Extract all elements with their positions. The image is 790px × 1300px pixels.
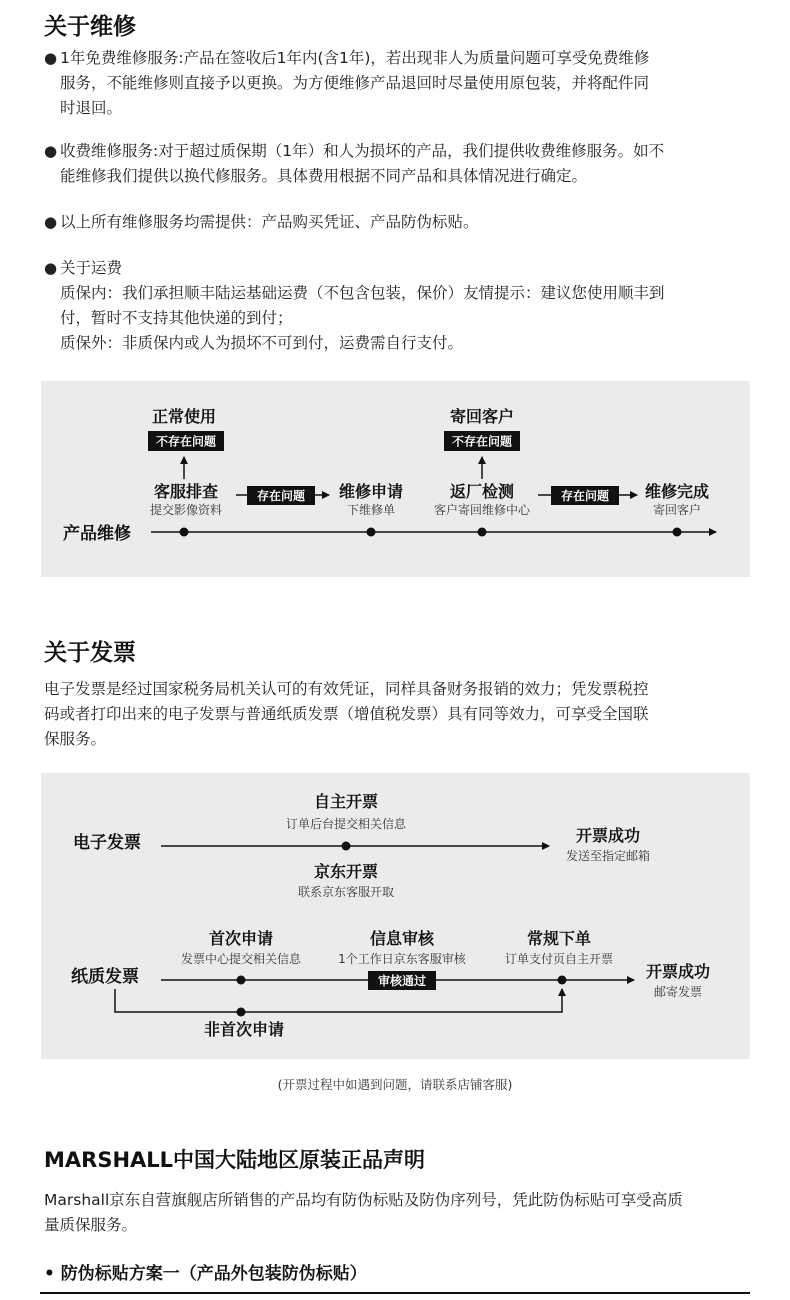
node-cs-check: 客服排查	[153, 482, 219, 501]
free-repair-line-1: 1年免费维修服务:产品在签收后1年内(含1年)，若出现非人为质量问题可享受免费维修	[60, 49, 650, 67]
shipping-line-3: 质保外：非质保内或人为损坏不可到付，运费需自行支付。	[60, 334, 464, 352]
timeline-dot	[673, 528, 682, 537]
shipping-line-1: 质保内：我们承担顺丰陆运基础运费（不包含包装，保价）友情提示：建议您使用顺丰到	[60, 284, 665, 302]
shipping-heading: 关于运费	[60, 259, 123, 277]
node-success-1-sub: 发送至指定邮箱	[565, 849, 651, 863]
paper-dot	[237, 976, 246, 985]
node-normal-use: 正常使用	[151, 407, 217, 426]
bullet-dot: ●	[44, 49, 58, 67]
authentic-line-2: 量质保服务。	[44, 1216, 138, 1234]
node-repair-req: 维修申请	[338, 482, 404, 501]
authentic-paragraph	[44, 1188, 750, 1238]
repair-flow-diagram	[41, 381, 750, 577]
node-done: 维修完成	[644, 482, 710, 501]
node-factory-check-sub: 客户寄回维修中心	[433, 503, 531, 517]
authentic-line-1: Marshall京东自营旗舰店所销售的产品均有防伪标贴及防伪序列号，凭此防伪标贴可享受高质	[44, 1191, 683, 1209]
e-invoice-label: 电子发票	[73, 833, 141, 853]
repair-row-label: 产品维修	[63, 524, 131, 544]
node-repair-req-sub: 下维修单	[346, 503, 396, 517]
bullet-required-docs	[44, 210, 750, 235]
bullet-dot: ●	[44, 142, 58, 160]
node-info-review: 信息审核	[369, 929, 435, 948]
timeline-dot	[367, 528, 376, 537]
section-title-invoice: 关于发票	[44, 640, 136, 666]
not-first-loop-line	[115, 989, 562, 1012]
node-info-review-sub: 1个工作日京东客服审核	[338, 952, 466, 966]
node-self-issue-sub: 订单后台提交相关信息	[285, 817, 407, 831]
node-jd-issue: 京东开票	[313, 862, 379, 881]
node-regular-order-sub: 订单支付页自主开票	[504, 952, 614, 966]
tag-has-issue-2-text: 存在问题	[560, 489, 610, 503]
section-title-repair: 关于维修	[44, 14, 136, 40]
scheme-one-heading: • 防伪标贴方案一（产品外包装防伪标贴）	[44, 1264, 367, 1284]
node-self-issue: 自主开票	[313, 792, 379, 811]
node-success-2-sub: 邮寄发票	[653, 985, 703, 999]
tag-no-issue-1-text: 不存在问题	[155, 434, 217, 449]
node-send-back: 寄回客户	[449, 407, 515, 426]
node-regular-order: 常规下单	[526, 929, 592, 948]
node-first-apply: 首次申请	[208, 929, 274, 948]
section-title-authentic: MARSHALL中国大陆地区原装正品声明	[44, 1148, 426, 1172]
node-success-1: 开票成功	[575, 826, 641, 845]
timeline-dot	[180, 528, 189, 537]
paid-repair-line-1: 收费维修服务:对于超过质保期（1年）和人为损坏的产品，我们提供收费维修服务。如不	[60, 142, 665, 160]
paper-invoice-label: 纸质发票	[71, 967, 139, 987]
invoice-paragraph	[44, 677, 750, 752]
timeline-dot	[478, 528, 487, 537]
bullet-dot: ●	[44, 259, 58, 277]
node-done-sub: 寄回客户	[652, 503, 702, 517]
bullet-shipping	[44, 256, 750, 356]
free-repair-line-3: 时退回。	[60, 99, 123, 117]
node-success-2: 开票成功	[645, 962, 711, 981]
required-docs-line: 以上所有维修服务均需提供：产品购买凭证、产品防伪标贴。	[60, 213, 479, 231]
tag-no-issue-2-text: 不存在问题	[451, 434, 513, 449]
bullet-free-repair	[44, 46, 750, 121]
e-invoice-dot	[342, 842, 351, 851]
node-first-apply-sub: 发票中心提交相关信息	[180, 952, 302, 966]
section-divider	[40, 1292, 750, 1294]
invoice-note: (开票过程中如遇到问题，请联系店铺客服)	[277, 1077, 513, 1092]
node-factory-check: 返厂检测	[449, 482, 515, 501]
node-not-first: 非首次申请	[203, 1020, 285, 1039]
node-cs-check-sub: 提交影像资料	[149, 503, 223, 517]
loop-dot	[237, 1008, 246, 1017]
invoice-line-2: 码或者打印出来的电子发票与普通纸质发票（增值税发票）具有同等效力，可享受全国联	[44, 705, 649, 723]
invoice-line-1: 电子发票是经过国家税务局机关认可的有效凭证，同样具备财务报销的效力；凭发票税控	[44, 680, 649, 698]
tag-has-issue-1-text: 存在问题	[256, 489, 306, 503]
paper-dot	[558, 976, 567, 985]
node-jd-issue-sub: 联系京东客服开取	[297, 885, 395, 899]
tag-review-pass-text: 审核通过	[377, 974, 427, 988]
invoice-line-3: 保服务。	[44, 730, 107, 748]
bullet-dot: ●	[44, 213, 58, 231]
shipping-line-2: 付，暂时不支持其他快递的到付；	[60, 309, 293, 327]
invoice-flow-diagram	[41, 773, 750, 1059]
paid-repair-line-2: 能维修我们提供以换代修服务。具体费用根据不同产品和具体情况进行确定。	[60, 167, 588, 185]
free-repair-line-2: 服务，不能维修则直接予以更换。为方便维修产品退回时尽量使用原包装，并将配件同	[60, 74, 650, 92]
bullet-paid-repair	[44, 139, 750, 189]
